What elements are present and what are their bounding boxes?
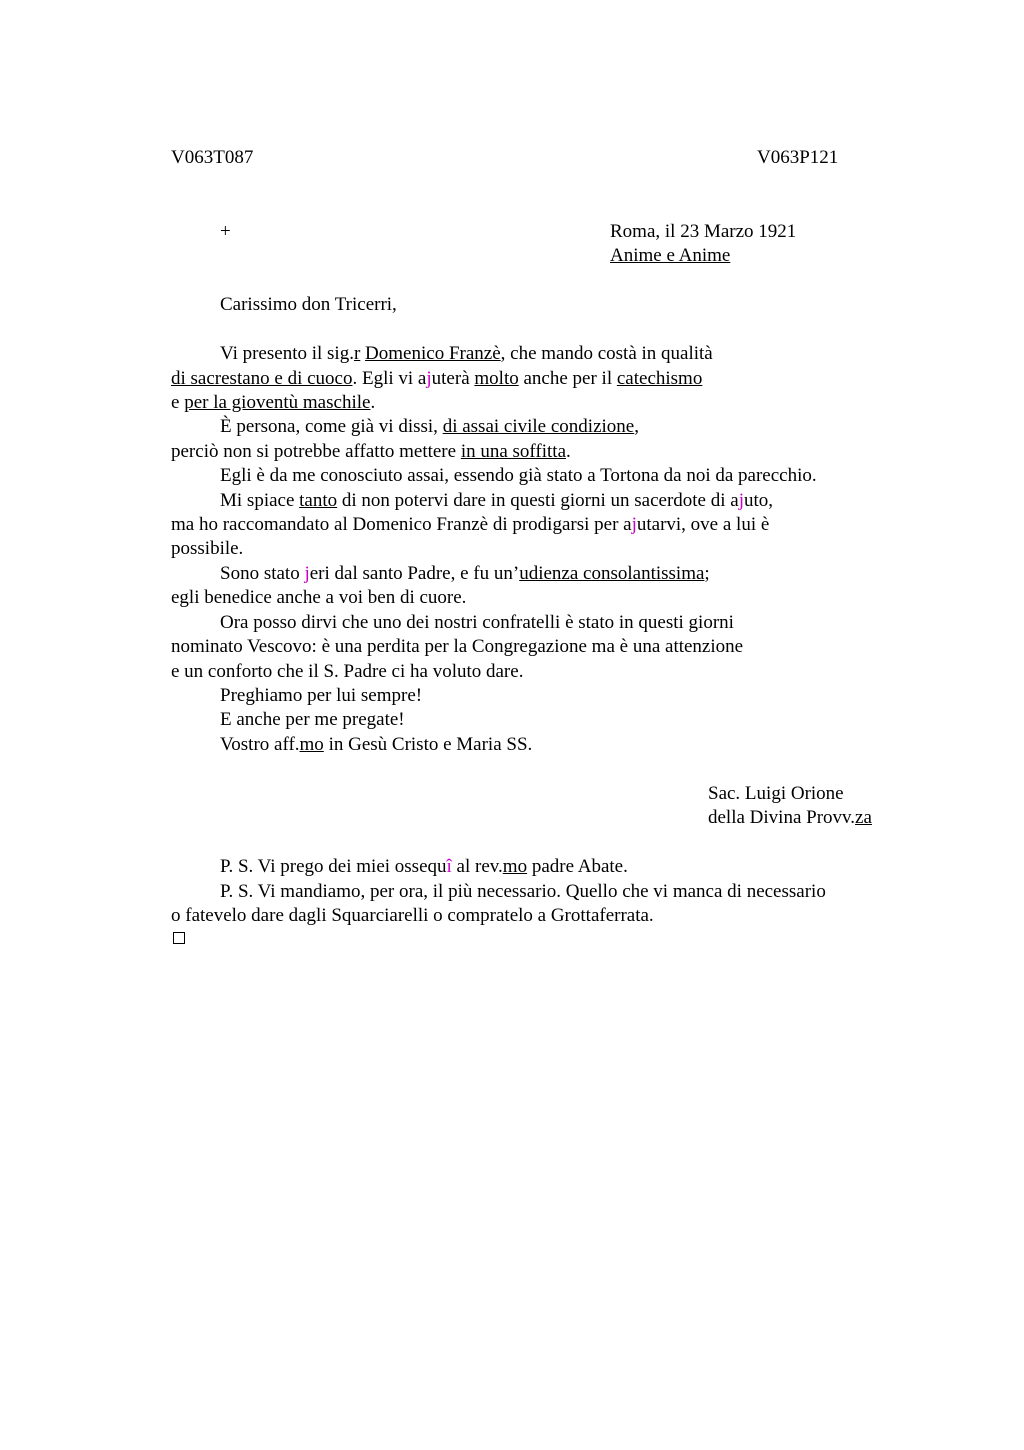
body-line-5: perciò non si potrebbe affatto mettere in una soffitta. [171,441,571,462]
motto: Anime e Anime [610,245,731,266]
body-line-10: Sono stato jeri dal santo Padre, e fu un’udienza consolantissima; [220,563,710,584]
body-line-15: Preghiamo per lui sempre! [220,685,423,706]
body-line-13: nominato Vescovo: è una perdita per la Congregazione ma è una attenzione [171,636,744,657]
signature-title: della Divina Provv.za [708,807,872,828]
document-code-left: V063T087 [171,147,254,168]
end-box-icon [173,932,185,944]
body-line-1: Vi presento il sig.r Domenico Franzè, che mando costà in qualità [220,343,713,364]
body-line-7: Mi spiace tanto di non potervi dare in questi giorni un sacerdote di ajuto, [220,490,774,511]
body-line-4: È persona, come già vi dissi, di assai civile condizione, [220,416,639,437]
cross-mark: + [220,221,231,242]
body-line-12: Ora posso dirvi che uno dei nostri confratelli è stato in questi giorni [220,612,734,633]
postscript-1: P. S. Vi prego dei miei ossequî al rev.mo padre Abate. [220,856,628,877]
body-line-14: e un conforto che il S. Padre ci ha voluto dare. [171,661,524,682]
body-line-9: possibile. [171,538,244,559]
body-line-11: egli benedice anche a voi ben di cuore. [171,587,467,608]
signature-name: Sac. Luigi Orione [708,783,844,804]
salutation: Carissimo don Tricerri, [220,294,397,315]
place-date: Roma, il 23 Marzo 1921 [610,221,797,242]
person-name: Domenico Franzè [365,343,501,364]
postscript-2-line-2: o fatevelo dare dagli Squarciarelli o compratelo a Grottaferrata. [171,905,654,926]
body-line-3: e per la gioventù maschile. [171,392,376,413]
body-line-8: ma ho raccomandato al Domenico Franzè di prodigarsi per ajutarvi, ove a lui è [171,514,770,535]
postscript-2-line-1: P. S. Vi mandiamo, per ora, il più necessario. Quello che vi manca di necessario [220,881,826,902]
closing-line: Vostro aff.mo in Gesù Cristo e Maria SS. [220,734,533,755]
body-line-2: di sacrestano e di cuoco. Egli vi ajuterà molto anche per il catechismo [171,368,703,389]
document-code-right: V063P121 [757,147,839,168]
body-line-6: Egli è da me conosciuto assai, essendo già stato a Tortona da noi da parecchio. [220,465,817,486]
body-line-16: E anche per me pregate! [220,709,405,730]
